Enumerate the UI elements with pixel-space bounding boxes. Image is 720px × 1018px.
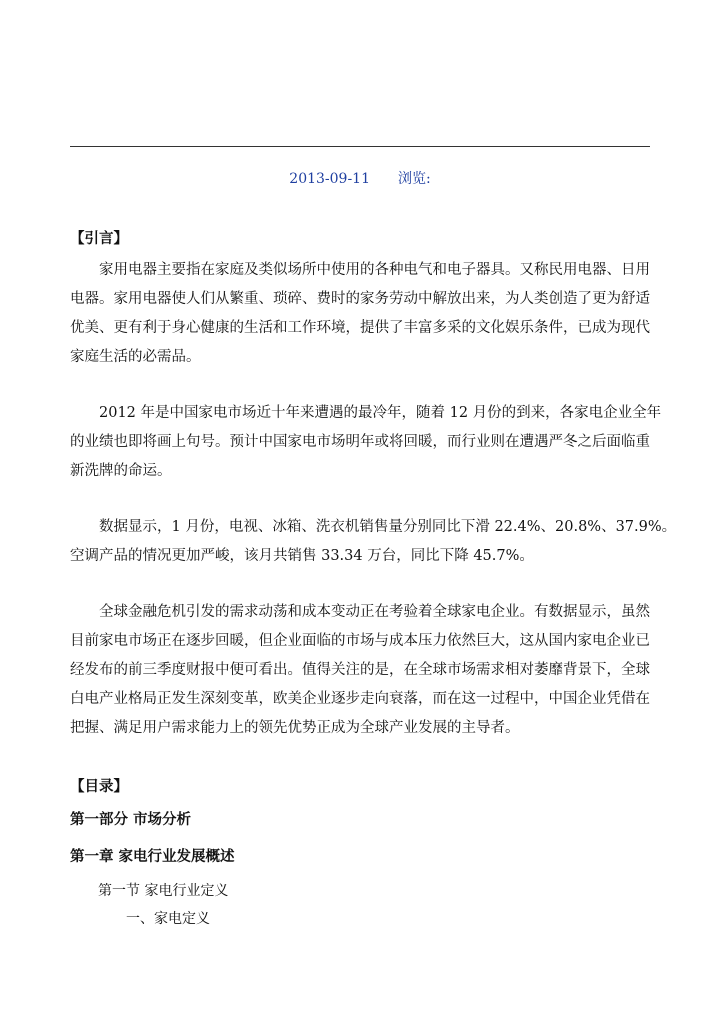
paragraph-line: 家庭生活的必需品。 — [70, 349, 201, 365]
intro-paragraph-4 — [70, 598, 650, 743]
paragraph-line: 目前家电市场正在逐步回暖，但企业面临的市场与成本压力依然巨大，这从国内家电企业已 — [70, 633, 650, 649]
views-label: 浏览: — [398, 171, 431, 187]
paragraph-line: 把握、满足用户需求能力上的领先优势正成为全球产业发展的主导者。 — [70, 720, 520, 736]
intro-paragraph-3 — [70, 513, 677, 571]
publish-date: 2013-09-11 — [289, 171, 370, 187]
paragraph-line: 电器。家用电器使人们从繁重、琐碎、费时的家务劳动中解放出来，为人类创造了更为舒适 — [70, 291, 650, 307]
toc-chapter: 第一章 家电行业发展概述 — [70, 848, 235, 865]
toc-section: 第一节 家电行业定义 — [98, 883, 229, 899]
toc-heading: 【目录】 — [70, 778, 128, 795]
intro-paragraph-2 — [70, 399, 662, 486]
paragraph-line: 2012 年是中国家电市场近十年来遭遇的最冷年，随着 12 月份的到来，各家电企业全年 — [70, 405, 662, 421]
paragraph-line: 经发布的前三季度财报中便可看出。值得关注的是，在全球市场需求相对萎靡背景下，全球 — [70, 662, 650, 678]
toc-item: 一、家电定义 — [126, 911, 210, 927]
intro-paragraph-1 — [70, 256, 650, 372]
paragraph-line: 全球金融危机引发的需求动荡和成本变动正在考验着全球家电企业。有数据显示，虽然 — [70, 604, 650, 620]
paragraph-line: 新洗牌的命运。 — [70, 463, 172, 479]
paragraph-line: 白电产业格局正发生深刻变革，欧美企业逐步走向衰落，而在这一过程中，中国企业凭借在 — [70, 691, 650, 707]
paragraph-line: 的业绩也即将画上句号。预计中国家电市场明年或将回暖，而行业则在遭遇严冬之后面临重 — [70, 434, 650, 450]
header-divider — [70, 146, 650, 147]
article-meta — [0, 168, 720, 188]
toc-part: 第一部分 市场分析 — [70, 811, 192, 828]
paragraph-line: 空调产品的情况更加严峻，该月共销售 33.34 万台，同比下降 45.7%。 — [70, 548, 534, 564]
intro-heading: 【引言】 — [70, 230, 128, 247]
paragraph-line: 家用电器主要指在家庭及类似场所中使用的各种电气和电子器具。又称民用电器、日用 — [70, 262, 650, 278]
paragraph-line: 数据显示，1 月份，电视、冰箱、洗衣机销售量分别同比下滑 22.4%、20.8%、37.9%。 — [70, 519, 677, 535]
paragraph-line: 优美、更有利于身心健康的生活和工作环境，提供了丰富多采的文化娱乐条件，已成为现代 — [70, 320, 650, 336]
